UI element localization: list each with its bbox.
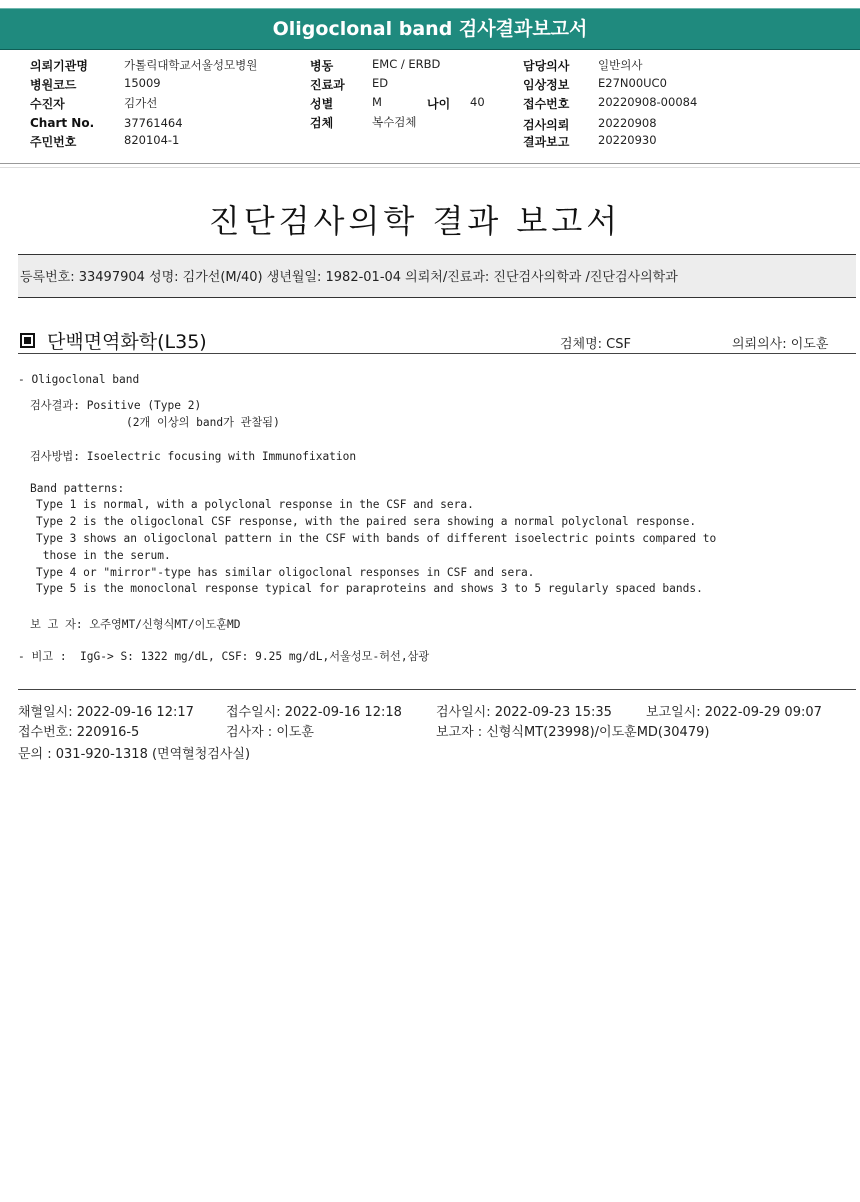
header-value-age: 40 xyxy=(470,95,485,109)
header-label-institution: 의뢰기관명 xyxy=(30,59,88,73)
footer-reporter: 보고자 : 신형식MT(23998)/이도훈MD(30479) xyxy=(436,725,710,740)
band-pattern-line: Type 5 is the monoclonal response typical for paraproteins and shows 3 to 5 regularly spaced bands. xyxy=(36,582,703,595)
header-label-report-date: 결과보고 xyxy=(523,135,570,149)
header-divider-light xyxy=(0,167,860,168)
band-pattern-line: Type 3 shows an oligoclonal pattern in the CSF with bands of different isoelectric points compared to xyxy=(36,532,717,545)
test-method: 검사방법: Isoelectric focusing with Immunofixation xyxy=(30,450,357,463)
band-pattern-line: those in the serum. xyxy=(36,549,171,562)
footer-tester: 검사자 : 이도훈 xyxy=(226,725,314,740)
report-banner-title: Oligoclonal band 검사결과보고서 xyxy=(0,8,860,50)
band-patterns-title: Band patterns: xyxy=(30,482,125,495)
header-label-doctor: 담당의사 xyxy=(523,59,570,73)
header-value-resident-no: 820104-1 xyxy=(124,133,180,147)
header-label-resident-no: 주민번호 xyxy=(30,135,77,149)
footer-contact: 문의 : 031-920-1318 (면역혈청검사실) xyxy=(18,747,251,762)
header-label-hospital-code: 병원코드 xyxy=(30,78,77,92)
header-label-department: 진료과 xyxy=(310,78,345,92)
header-label-sex: 성별 xyxy=(310,97,334,111)
filled-square-icon xyxy=(20,333,35,348)
header-value-receipt-no: 20220908-00084 xyxy=(598,95,698,109)
reporters: 보 고 자: 오주영MT/신형식MT/이도훈MD xyxy=(30,618,241,631)
footer-divider xyxy=(18,689,856,690)
patient-info-line: 등록번호: 33497904 성명: 김가선(M/40) 생년월일: 1982-01-04 의뢰처/진료과: 진단검사의학과 /진단검사의학과 xyxy=(20,270,678,285)
test-result-note: (2개 이상의 band가 관찰됨) xyxy=(126,416,280,429)
report-datetime: 보고일시: 2022-09-29 09:07 xyxy=(646,705,822,720)
test-datetime: 검사일시: 2022-09-23 15:35 xyxy=(436,705,612,720)
section-heading xyxy=(20,327,207,354)
header-label-chart-no: Chart No. xyxy=(30,116,95,130)
header-divider xyxy=(0,163,860,164)
header-label-receipt-no: 접수번호 xyxy=(523,97,570,111)
header-value-chart-no: 37761464 xyxy=(124,116,183,130)
header-label-clinical-info: 임상정보 xyxy=(523,78,570,92)
header-value-clinical-info: E27N00UC0 xyxy=(598,76,667,90)
header-value-department: ED xyxy=(372,76,389,90)
band-pattern-line: Type 4 or "mirror"-type has similar oligoclonal responses in CSF and sera. xyxy=(36,566,535,579)
header-value-hospital-code: 15009 xyxy=(124,76,161,90)
header-label-age: 나이 xyxy=(427,97,451,111)
header-value-request-date: 20220908 xyxy=(598,116,657,130)
header-value-ward: EMC / ERBD xyxy=(372,57,441,71)
requesting-physician: 의뢰의사: 이도훈 xyxy=(732,337,829,352)
section-divider xyxy=(18,353,856,354)
header-value-specimen: 복수검체 xyxy=(372,115,417,129)
header-label-ward: 병동 xyxy=(310,59,334,73)
header-value-institution: 가톨릭대학교서울성모병원 xyxy=(124,58,258,72)
header-label-request-date: 검사의뢰 xyxy=(523,118,570,132)
specimen-name: 검체명: CSF xyxy=(560,337,631,352)
header-value-doctor: 일반의사 xyxy=(598,58,643,72)
header-value-patient: 김가선 xyxy=(124,96,158,110)
section-title: 단백면역화학(L35) xyxy=(47,331,207,353)
test-name: - Oligoclonal band xyxy=(18,373,140,386)
footer-receipt-no: 접수번호: 220916-5 xyxy=(18,725,140,740)
page-title: 진단검사의학 결과 보고서 xyxy=(208,202,622,240)
header-value-report-date: 20220930 xyxy=(598,133,657,147)
test-result: 검사결과: Positive (Type 2) xyxy=(30,399,202,412)
header-value-sex: M xyxy=(372,95,382,109)
header-label-patient: 수진자 xyxy=(30,97,65,111)
header-label-specimen: 검체 xyxy=(310,116,334,130)
band-pattern-line: Type 1 is normal, with a polyclonal response in the CSF and sera. xyxy=(36,498,474,511)
collection-datetime: 채혈일시: 2022-09-16 12:17 xyxy=(18,705,194,720)
receipt-datetime: 접수일시: 2022-09-16 12:18 xyxy=(226,705,402,720)
band-pattern-line: Type 2 is the oligoclonal CSF response, with the paired sera showing a normal polyclonal response. xyxy=(36,515,697,528)
remark: - 비고 : IgG-> S: 1322 mg/dL, CSF: 9.25 mg/dL,서울성모-허선,삼광 xyxy=(18,650,430,663)
